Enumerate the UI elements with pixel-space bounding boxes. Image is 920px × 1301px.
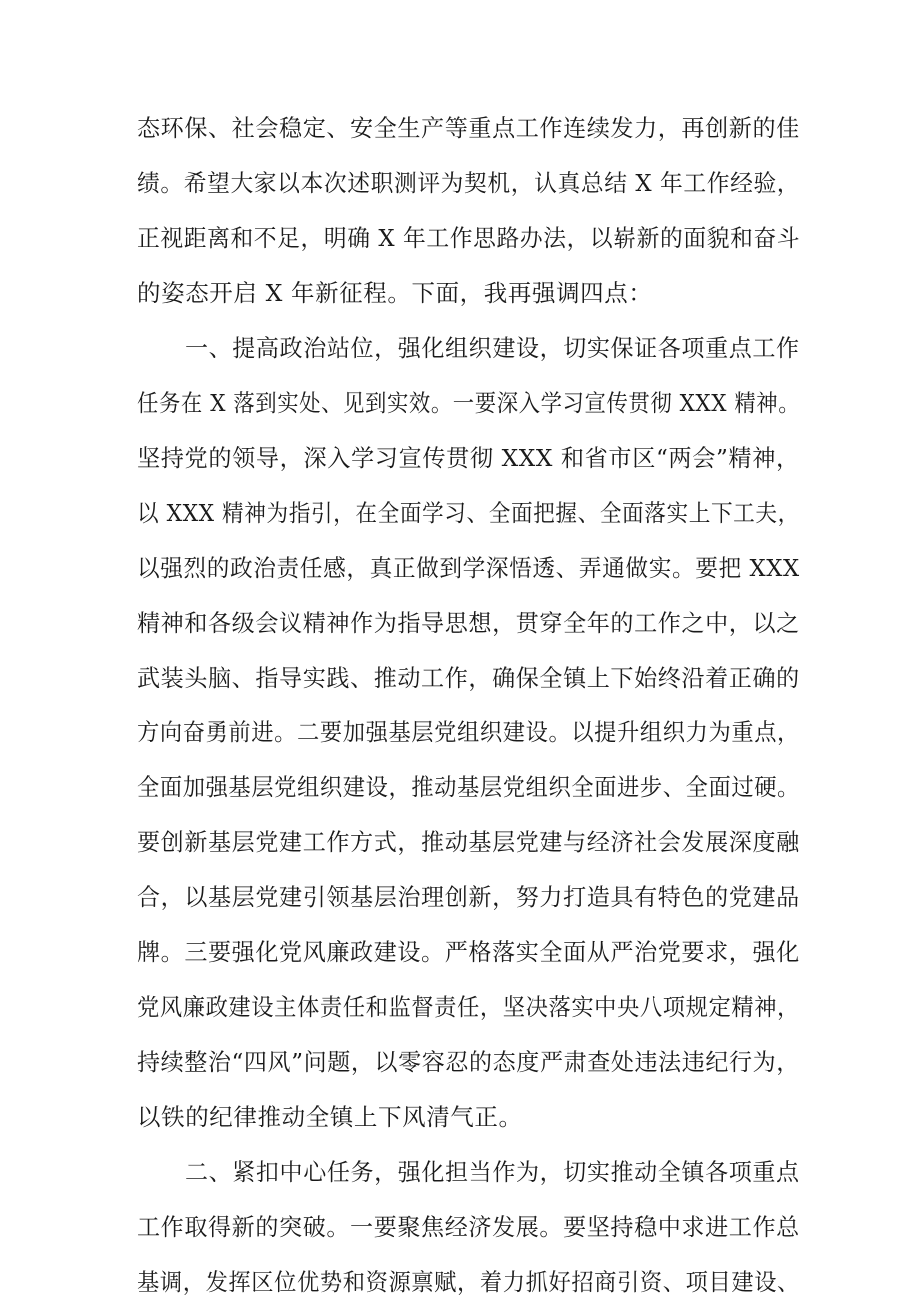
text-line: 的姿态开启 X 年新征程。下面，我再强调四点： (137, 278, 653, 307)
text-line: 持续整治“四风”问题，以零容忍的态度严肃查处违法违纪行为， (137, 1048, 800, 1077)
text-line: 党风廉政建设主体责任和监督责任，坚决落实中央八项规定精神， (137, 993, 800, 1022)
text-line: 武装头脑、指导实践、推动工作，确保全镇上下始终沿着正确的 (137, 663, 800, 692)
text-line: 任务在 X 落到实处、见到实效。一要深入学习宣传贯彻 XXX 精神。 (137, 388, 801, 417)
text-line: 合，以基层党建引领基层治理创新，努力打造具有特色的党建品 (137, 883, 800, 912)
text-line: 绩。希望大家以本次述职测评为契机，认真总结 X 年工作经验， (137, 168, 801, 197)
text-line: 方向奋勇前进。二要加强基层党组织建设。以提升组织力为重点， (137, 718, 800, 747)
section-heading-line: 二、紧扣中心任务，强化担当作为，切实推动全镇各项重点 (185, 1158, 800, 1187)
text-line: 牌。三要强化党风廉政建设。严格落实全面从严治党要求，强化 (137, 938, 800, 967)
section-heading-line: 一、提高政治站位，强化组织建设，切实保证各项重点工作 (185, 333, 800, 362)
text-line: 态环保、社会稳定、安全生产等重点工作连续发力，再创新的佳 (137, 114, 800, 142)
text-line: 坚持党的领导，深入学习宣传贯彻 XXX 和省市区“两会”精神， (137, 443, 800, 472)
text-line: 以强烈的政治责任感，真正做到学深悟透、弄通做实。要把 XXX (137, 553, 800, 582)
text-line: 工作取得新的突破。一要聚焦经济发展。要坚持稳中求进工作总 (137, 1213, 800, 1242)
text-line: 正视距离和不足，明确 X 年工作思路办法，以崭新的面貌和奋斗 (137, 223, 801, 252)
text-line: 全面加强基层党组织建设，推动基层党组织全面进步、全面过硬。 (137, 773, 800, 802)
text-line: 以铁的纪律推动全镇上下风清气正。 (137, 1103, 523, 1132)
text-line: 基调，发挥区位优势和资源禀赋，着力抓好招商引资、项目建设、 (137, 1268, 800, 1296)
text-line: 要创新基层党建工作方式，推动基层党建与经济社会发展深度融 (137, 828, 800, 857)
text-line: 精神和各级会议精神作为指导思想，贯穿全年的工作之中，以之 (137, 608, 800, 637)
text-line: 以 XXX 精神为指引，在全面学习、全面把握、全面落实上下工夫， (137, 498, 800, 527)
